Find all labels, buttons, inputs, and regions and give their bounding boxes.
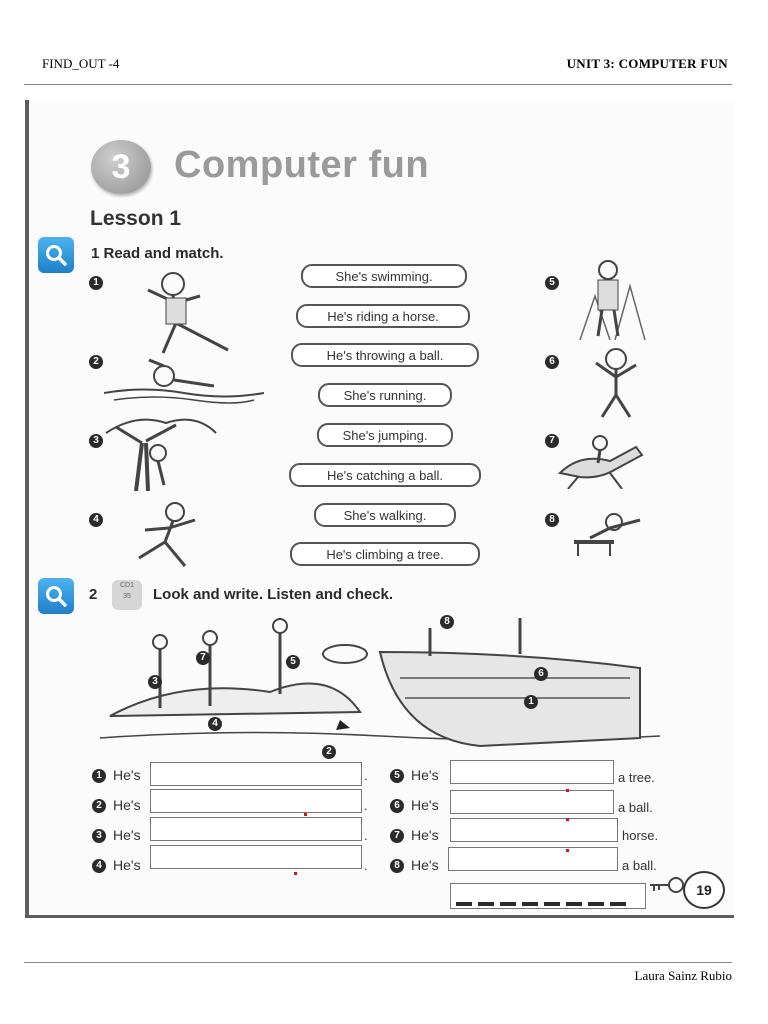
picture-number: 3 bbox=[89, 434, 103, 448]
unit-number-badge: 3 bbox=[91, 140, 151, 194]
picture-number: 6 bbox=[545, 355, 559, 369]
boy-climbing-tree-illustration bbox=[96, 413, 220, 491]
exercise2-number: 2 bbox=[89, 586, 98, 603]
footer-author: Laura Sainz Rubio bbox=[634, 968, 732, 983]
magnifier-icon bbox=[38, 237, 74, 273]
answer-number: 7 bbox=[390, 829, 404, 843]
picture-number: 8 bbox=[545, 513, 559, 527]
answer-label: He's bbox=[411, 857, 439, 873]
letter-blank bbox=[588, 902, 604, 906]
boy-throwing-ball-illustration bbox=[570, 510, 646, 556]
answer-input-5[interactable] bbox=[450, 760, 614, 784]
letter-blank bbox=[566, 902, 582, 906]
exercise2-instruction: Look and write. Listen and check. bbox=[153, 586, 394, 603]
key-icon bbox=[648, 874, 684, 896]
scene-number: 3 bbox=[148, 675, 162, 689]
unit-title: Computer fun bbox=[174, 144, 430, 186]
answer-input-8[interactable] bbox=[448, 847, 618, 871]
answer-input-2[interactable] bbox=[150, 789, 362, 813]
answer-ending: a tree. bbox=[618, 770, 655, 785]
header-right: UNIT 3: COMPUTER FUN bbox=[566, 56, 728, 71]
letter-blank bbox=[610, 902, 626, 906]
cd-icon bbox=[112, 580, 142, 610]
scene-number: 8 bbox=[440, 615, 454, 629]
picture-number: 5 bbox=[545, 276, 559, 290]
answer-ending: a ball. bbox=[622, 858, 657, 873]
answer-label: He's bbox=[411, 797, 439, 813]
red-mark bbox=[304, 813, 307, 816]
red-mark bbox=[566, 818, 569, 821]
answer-number: 3 bbox=[92, 829, 106, 843]
scene-number: 2 bbox=[322, 745, 336, 759]
girl-swimming-illustration bbox=[104, 358, 264, 408]
magnifier-icon bbox=[38, 578, 74, 614]
cd-track: 35 bbox=[123, 593, 131, 600]
answer-number: 2 bbox=[92, 799, 106, 813]
answer-input-7[interactable] bbox=[450, 818, 618, 842]
boy-jumping-illustration bbox=[128, 268, 238, 360]
picture-number: 4 bbox=[89, 513, 103, 527]
phrase-option: She's walking. bbox=[314, 503, 456, 527]
header-left: FIND_OUT -4 bbox=[42, 56, 120, 71]
answer-input-4[interactable] bbox=[150, 845, 362, 869]
header-divider bbox=[24, 84, 732, 85]
answer-ending: . bbox=[364, 858, 368, 873]
answer-number: 5 bbox=[390, 769, 404, 783]
scene-number: 5 bbox=[286, 655, 300, 669]
answer-input-6[interactable] bbox=[450, 790, 614, 814]
red-mark bbox=[566, 849, 569, 852]
answer-label: He's bbox=[113, 797, 141, 813]
phrase-option: She's swimming. bbox=[301, 264, 467, 288]
letter-blank bbox=[544, 902, 560, 906]
scene-number: 1 bbox=[524, 695, 538, 709]
cd-label: CD1 bbox=[119, 582, 134, 589]
lesson-title: Lesson 1 bbox=[90, 207, 182, 230]
answer-label: He's bbox=[113, 857, 141, 873]
answer-ending: a ball. bbox=[618, 800, 653, 815]
letter-blank bbox=[500, 902, 516, 906]
scene-number: 6 bbox=[534, 667, 548, 681]
picture-number: 1 bbox=[89, 276, 103, 290]
footer-divider bbox=[24, 962, 732, 963]
answer-label: He's bbox=[411, 827, 439, 843]
boy-walking-illustration bbox=[570, 256, 650, 340]
phrase-option: She's jumping. bbox=[317, 423, 453, 447]
letter-blank bbox=[478, 902, 494, 906]
picture-number: 7 bbox=[545, 434, 559, 448]
answer-ending: horse. bbox=[622, 828, 659, 843]
picture-number: 2 bbox=[89, 355, 103, 369]
scene-number: 4 bbox=[208, 717, 222, 731]
pirate-scene-illustration bbox=[100, 608, 660, 758]
answer-number: 4 bbox=[92, 859, 106, 873]
phrase-option: He's catching a ball. bbox=[289, 463, 481, 487]
letter-blank bbox=[522, 902, 538, 906]
answer-number: 1 bbox=[92, 769, 106, 783]
answer-label: He's bbox=[411, 767, 439, 783]
phrase-option: He's riding a horse. bbox=[296, 304, 470, 328]
answer-input-3[interactable] bbox=[150, 817, 362, 841]
phrase-option: He's climbing a tree. bbox=[290, 542, 480, 566]
answer-label: He's bbox=[113, 827, 141, 843]
letter-blank bbox=[456, 902, 472, 906]
answer-label: He's bbox=[113, 767, 141, 783]
answer-ending: . bbox=[364, 798, 368, 813]
answer-ending: . bbox=[364, 768, 368, 783]
phrase-option: He's throwing a ball. bbox=[291, 343, 479, 367]
red-mark bbox=[566, 789, 569, 792]
phrase-option: She's running. bbox=[318, 383, 452, 407]
exercise1-instruction: 1 Read and match. bbox=[91, 245, 224, 262]
answer-number: 6 bbox=[390, 799, 404, 813]
boy-catching-ball-illustration bbox=[590, 345, 640, 421]
girl-running-illustration bbox=[125, 500, 211, 568]
red-mark bbox=[294, 872, 297, 875]
answer-ending: . bbox=[364, 828, 368, 843]
answer-number: 8 bbox=[390, 859, 404, 873]
scene-number: 7 bbox=[196, 651, 210, 665]
boy-riding-horse-illustration bbox=[550, 433, 646, 489]
answer-input-1[interactable] bbox=[150, 762, 362, 786]
page-number: 19 bbox=[683, 871, 725, 909]
